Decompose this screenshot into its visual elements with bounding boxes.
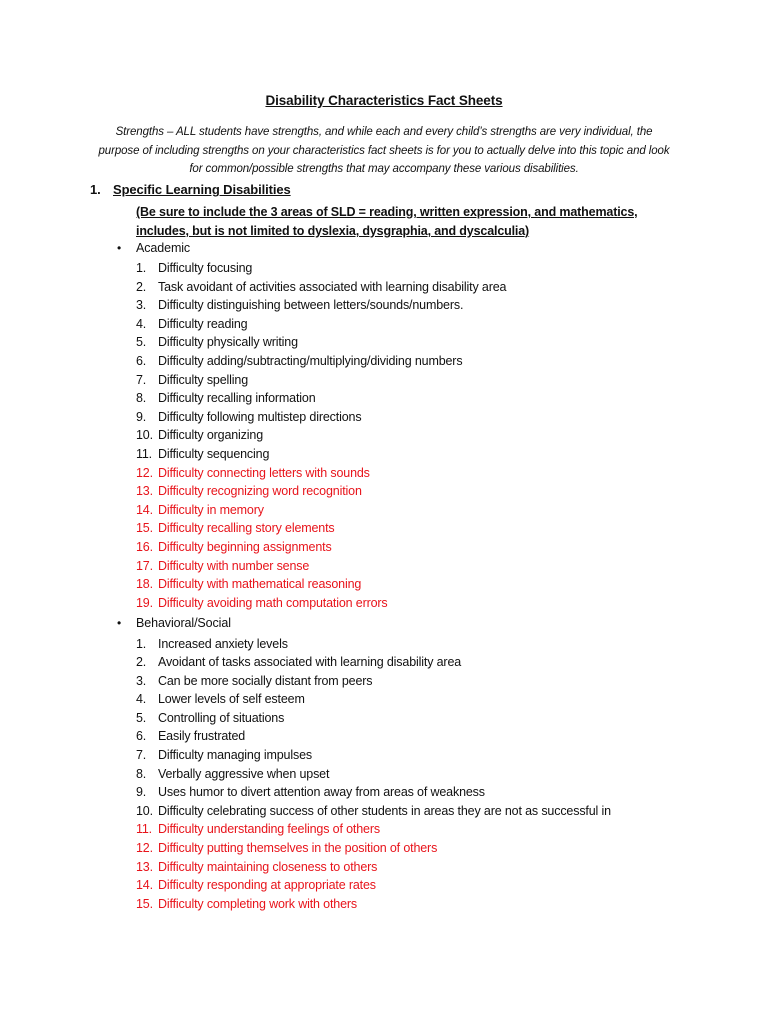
list-item-number: 9. [136, 409, 147, 424]
section-heading-text: Specific Learning Disabilities [113, 182, 291, 197]
list-item-number: 6. [136, 353, 147, 368]
list-item-number: 14. [136, 878, 153, 893]
list-item [136, 519, 506, 538]
list-item-number: 8. [136, 766, 147, 781]
list-item-text: Difficulty reading [158, 316, 248, 331]
list-item-text: Difficulty maintaining closeness to others [158, 859, 378, 874]
list-item-number: 2. [136, 279, 147, 294]
list-item-number: 11. [136, 446, 152, 461]
list-item-text: Difficulty putting themselves in the position of others [158, 841, 438, 856]
list-item [136, 746, 611, 765]
list-item [136, 315, 506, 334]
list-item-number: 7. [136, 748, 147, 763]
list-item [136, 464, 506, 483]
list-item-text: Verbally aggressive when upset [158, 766, 330, 781]
list-item-text: Difficulty managing impulses [158, 748, 312, 763]
behavioral-heading-text: Behavioral/Social [136, 616, 231, 630]
list-item-number: 10. [136, 428, 153, 443]
list-item-text: Difficulty recalling story elements [158, 521, 335, 536]
list-item-number: 4. [136, 316, 147, 331]
list-item [136, 653, 611, 672]
list-item [136, 820, 611, 839]
section-note: (Be sure to include the 3 areas of SLD = reading, written expression, and mathematics, includes, but is not limited to dyslexia, dysgraphia, and dyscalculia) [136, 205, 638, 238]
intro-paragraph: Strengths – ALL students have strengths, and while each and every child’s strengths are very individual, the purpose of including strengths on your characteristics fact sheets is for you to actually delve into this topic and look for common/possible strengths that may accompany these various disabilities. [98, 126, 670, 175]
list-item-text: Lower levels of self esteem [158, 692, 305, 707]
list-item-number: 14. [136, 502, 153, 517]
list-item-number: 2. [136, 655, 147, 670]
list-item-text: Difficulty distinguishing between letters/sounds/numbers. [158, 298, 464, 313]
list-item [136, 690, 611, 709]
list-item-text: Difficulty connecting letters with sounds [158, 465, 370, 480]
list-item-text: Difficulty focusing [158, 261, 253, 275]
list-item-text: Difficulty avoiding math computation errors [158, 595, 388, 610]
document-title: Disability Characteristics Fact Sheets [265, 93, 503, 108]
list-item-number: 6. [136, 729, 147, 744]
list-item [136, 575, 506, 594]
list-item-text: Difficulty following multistep directions [158, 409, 362, 424]
list-item-number: 1. [136, 261, 147, 275]
list-item-text: Task avoidant of activities associated with learning disability area [158, 279, 507, 294]
list-item-number: 7. [136, 372, 147, 387]
list-item [136, 501, 506, 520]
list-item [136, 765, 611, 784]
list-item-number: 12. [136, 465, 153, 480]
list-item-text: Difficulty organizing [158, 428, 264, 443]
list-item-text: Difficulty adding/subtracting/multiplying/dividing numbers [158, 353, 463, 368]
list-item-number: 16. [136, 539, 153, 554]
list-item [136, 538, 506, 557]
section-number: 1. [90, 182, 101, 197]
list-item [136, 802, 611, 821]
list-item [136, 296, 506, 315]
list-item-text: Difficulty celebrating success of other students in areas they are not as successful in [158, 803, 611, 818]
list-item [136, 482, 506, 501]
academic-list [136, 259, 506, 612]
list-item [136, 839, 611, 858]
behavioral-heading [117, 616, 231, 630]
list-item-number: 5. [136, 335, 147, 350]
list-item-number: 15. [136, 521, 153, 536]
list-item-number: 11. [136, 822, 152, 837]
list-item [136, 557, 506, 576]
list-item [136, 858, 611, 877]
list-item-text: Difficulty responding at appropriate rates [158, 878, 376, 893]
list-item-text: Difficulty understanding feelings of others [158, 822, 380, 837]
list-item [136, 278, 506, 297]
list-item-number: 13. [136, 484, 153, 499]
list-item [136, 371, 506, 390]
list-item [136, 445, 506, 464]
list-item-text: Difficulty sequencing [158, 446, 270, 461]
bullet-icon: • [117, 241, 122, 255]
list-item-number: 18. [136, 577, 153, 592]
list-item-text: Difficulty completing work with others [158, 896, 358, 911]
academic-heading-text: Academic [136, 241, 191, 255]
list-item-text: Uses humor to divert attention away from areas of weakness [158, 785, 485, 800]
list-item-text: Difficulty with mathematical reasoning [158, 577, 362, 592]
list-item [136, 876, 611, 895]
list-item-number: 8. [136, 391, 147, 406]
list-item-number: 19. [136, 595, 153, 610]
section-heading [90, 182, 291, 197]
list-item-text: Can be more socially distant from peers [158, 673, 373, 688]
list-item-text: Controlling of situations [158, 710, 285, 725]
list-item-number: 5. [136, 710, 147, 725]
list-item-text: Difficulty with number sense [158, 558, 310, 573]
list-item [136, 333, 506, 352]
list-item [136, 389, 506, 408]
list-item-text: Avoidant of tasks associated with learning disability area [158, 655, 462, 670]
list-item [136, 672, 611, 691]
list-item-number: 9. [136, 785, 147, 800]
list-item [136, 594, 506, 613]
bullet-icon: • [117, 616, 122, 630]
list-item-number: 10. [136, 803, 153, 818]
list-item-text: Difficulty in memory [158, 502, 264, 517]
academic-heading [117, 241, 190, 255]
list-item [136, 635, 611, 654]
list-item-number: 12. [136, 841, 153, 856]
list-item-text: Easily frustrated [158, 729, 246, 744]
list-item [136, 709, 611, 728]
list-item-number: 1. [136, 636, 147, 651]
list-item [136, 426, 506, 445]
behavioral-list [136, 635, 611, 914]
list-item-number: 3. [136, 673, 147, 688]
list-item [136, 727, 611, 746]
list-item [136, 408, 506, 427]
list-item-number: 3. [136, 298, 147, 313]
list-item-text: Difficulty recalling information [158, 391, 316, 406]
list-item-text: Difficulty spelling [158, 372, 249, 387]
list-item-number: 17. [136, 558, 153, 573]
list-item-text: Increased anxiety levels [158, 636, 288, 651]
list-item-text: Difficulty physically writing [158, 335, 298, 350]
list-item-text: Difficulty recognizing word recognition [158, 484, 362, 499]
list-item [136, 352, 506, 371]
list-item-number: 4. [136, 692, 147, 707]
list-item-number: 15. [136, 896, 153, 911]
list-item-number: 13. [136, 859, 153, 874]
list-item [136, 895, 611, 914]
list-item [136, 259, 506, 278]
list-item-text: Difficulty beginning assignments [158, 539, 332, 554]
list-item [136, 783, 611, 802]
